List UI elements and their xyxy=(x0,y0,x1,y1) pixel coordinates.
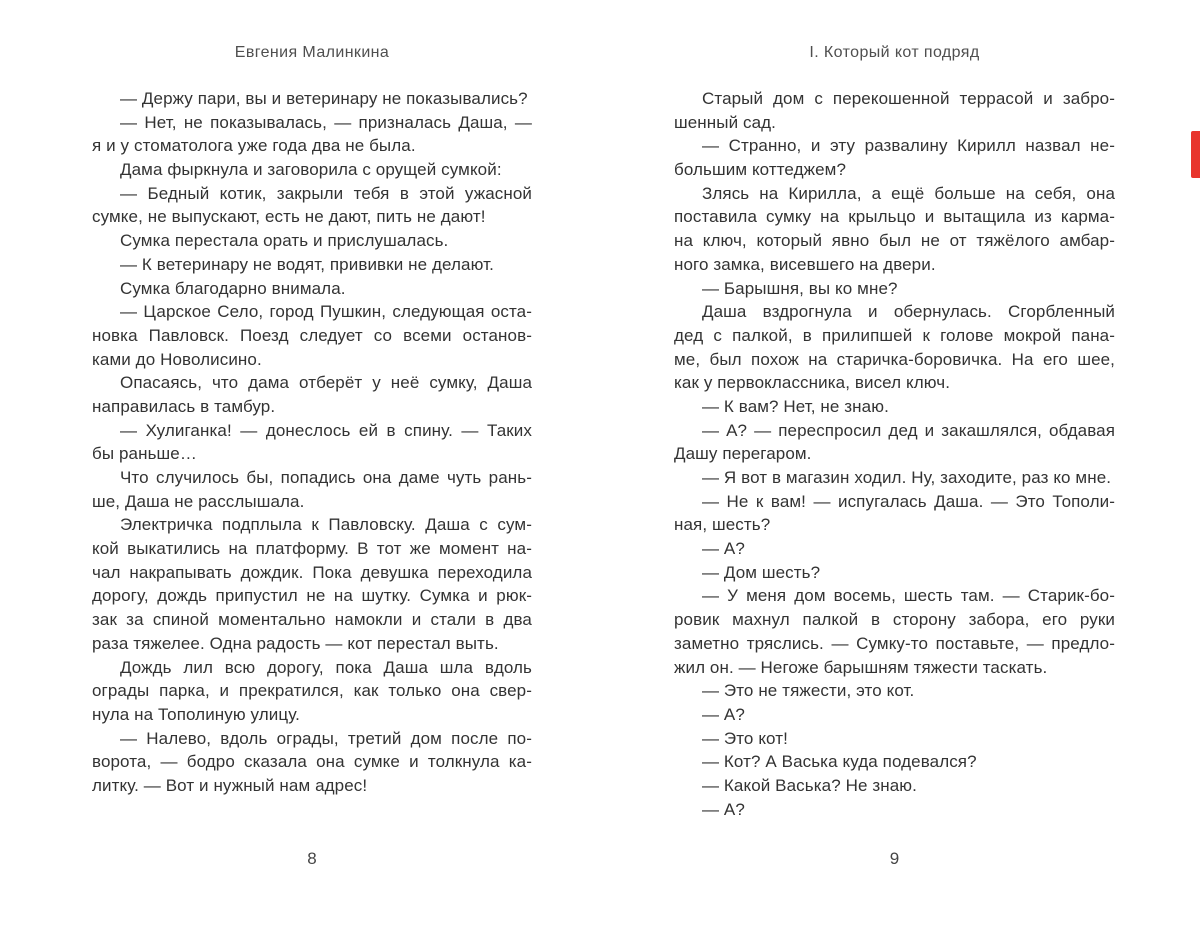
text-line: ограды парка, и прекратился, как только она свер- xyxy=(92,681,532,701)
text-line: зак за спиной моментально намокли и стали в два xyxy=(92,610,532,630)
text-line: — Нет, не показывалась, — призналась Даша, — xyxy=(120,112,532,132)
text-line: чал накрапывать дождик. Пока девушка переходила xyxy=(92,562,532,582)
text-line: — К вам? Нет, не знаю. xyxy=(702,396,889,416)
text-line: шенный сад. xyxy=(674,112,777,132)
text-line: литку. — Вот и нужный нам адрес! xyxy=(92,775,368,795)
text-line: большим коттеджем? xyxy=(674,160,846,180)
text-line: сумке, не выпускают, есть не дают, пить не дают! xyxy=(92,207,486,227)
text-line: — У меня дом восемь, шесть там. — Старик-бо- xyxy=(702,586,1115,606)
text-line: Сумка благодарно внимала. xyxy=(120,278,346,298)
text-line: Электричка подплыла к Павловску. Даша с сум- xyxy=(120,515,532,535)
text-line: Дама фыркнула и заговорила с орущей сумкой: xyxy=(120,160,502,180)
text-line: — Держу пари, вы и ветеринару не показывались? xyxy=(120,89,528,108)
text-line: ровик махнул палкой в сторону забора, его руки xyxy=(674,610,1115,630)
text-line: Дашу перегаром. xyxy=(674,444,812,464)
text-line: — Какой Васька? Не знаю. xyxy=(702,775,917,795)
text-line: я и у стоматолога уже года два не была. xyxy=(92,136,416,156)
right-page-number: 9 xyxy=(889,849,900,868)
text-line: — Это не тяжести, это кот. xyxy=(702,681,915,701)
text-line: на ключ, который явно был не от тяжёлого амбар- xyxy=(674,231,1115,251)
text-line: дорогу, дождь припустил не на шутку. Сумка и рюк- xyxy=(92,586,532,606)
text-line: Даша вздрогнула и обернулась. Сгорбленный xyxy=(702,302,1115,322)
text-line: — А? xyxy=(702,539,745,559)
text-line: — Барышня, вы ко мне? xyxy=(702,278,898,298)
text-line: направилась в тамбур. xyxy=(92,396,276,416)
text-line: новка Павловск. Поезд следует со всеми останов- xyxy=(92,325,532,345)
text-line: Опасаясь, что дама отберёт у неё сумку, Даша xyxy=(120,373,532,393)
text-line: — Это кот! xyxy=(702,728,788,748)
text-line: Злясь на Кирилла, а ещё больше на себя, она xyxy=(702,183,1115,203)
text-line: ворота, — бодро сказала она сумке и толкнула ка- xyxy=(92,752,532,772)
text-line: ная, шесть? xyxy=(674,515,771,535)
text-line: Что случилось бы, попадись она даме чуть рань- xyxy=(120,468,532,487)
text-line: поставила сумку на крыльцо и вытащила из карма- xyxy=(674,207,1115,227)
text-line: — А? xyxy=(702,799,745,819)
bookmark-ribbon[interactable] xyxy=(1191,131,1200,178)
text-line: — Дом шесть? xyxy=(702,562,821,582)
text-line: — Хулиганка! — донеслось ей в спину. — Таких xyxy=(120,420,532,440)
page-right xyxy=(674,0,1115,937)
text-line: заметно тряслись. — Сумку-то поставьте, — предло- xyxy=(674,633,1115,653)
text-line: — Странно, и эту развалину Кирилл назвал не- xyxy=(702,136,1115,156)
text-line: Сумка перестала орать и прислушалась. xyxy=(120,231,449,251)
text-line: — К ветеринару не водят, прививки не делают. xyxy=(120,254,494,274)
text-line: — А? xyxy=(702,704,745,724)
text-line: Старый дом с перекошенной террасой и забро- xyxy=(702,89,1115,108)
left-page-number: 8 xyxy=(307,849,317,868)
text-line: ше, Даша не расслышала. xyxy=(92,491,305,511)
text-line: — Царское Село, город Пушкин, следующая оста- xyxy=(120,302,532,322)
page-left xyxy=(92,0,532,937)
text-line: бы раньше… xyxy=(92,444,197,464)
text-line: ме, был похож на старичка-боровичка. На его шее, xyxy=(674,349,1115,369)
text-line: ного замка, висевшего на двери. xyxy=(674,254,936,274)
text-line: раза тяжелее. Одна радость — кот перестал выть. xyxy=(92,633,499,653)
text-line: — Кот? А Васька куда подевался? xyxy=(702,752,977,772)
text-line: дед с палкой, в прилипшей к голове мокрой пана- xyxy=(674,325,1115,345)
text-line: нула на Тополиную улицу. xyxy=(92,704,300,724)
text-line: ками до Новолисино. xyxy=(92,349,262,369)
right-running-head: I. Который кот подряд xyxy=(809,44,980,61)
text-line: — А? — переспросил дед и закашлялся, обдавая xyxy=(702,420,1115,440)
text-line: жил он. — Негоже барышням тяжести таскать. xyxy=(674,657,1048,677)
text-line: кой выкатились на платформу. В тот же момент на- xyxy=(92,539,532,559)
text-line: — Налево, вдоль ограды, третий дом после по- xyxy=(120,728,532,748)
text-line: как у первоклассника, висел ключ. xyxy=(674,373,951,393)
left-text-block xyxy=(92,87,532,798)
text-line: — Я вот в магазин ходил. Ну, заходите, раз ко мне. xyxy=(702,468,1112,487)
right-text-block xyxy=(674,87,1115,821)
text-line: Дождь лил всю дорогу, пока Даша шла вдоль xyxy=(120,657,532,677)
text-line: — Бедный котик, закрыли тебя в этой ужасной xyxy=(120,183,532,203)
left-running-head: Евгения Малинкина xyxy=(234,44,390,61)
text-line: — Не к вам! — испугалась Даша. — Это Тополи- xyxy=(702,491,1115,511)
